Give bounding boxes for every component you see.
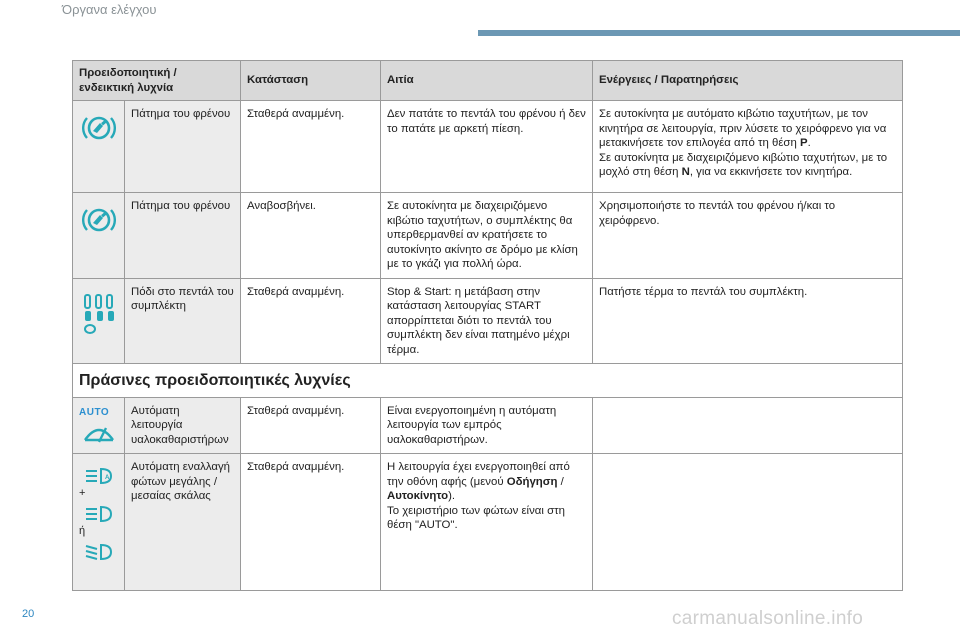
table-row [73,101,903,193]
brake-pedal-warning-icon [82,113,116,143]
light-name: Αυτόματη λειτουργία υαλοκαθαριστήρων [125,397,241,454]
light-name: Πάτημα του φρένου [125,193,241,279]
table-row [73,454,903,591]
column-header: Ενέργειες / Παρατηρήσεις [593,61,903,101]
light-cause: Είναι ενεργοποιημένη η αυτόματη λειτουργία των εμπρός υαλοκαθαριστήρων. [381,397,593,454]
light-action [593,397,903,454]
light-state: Σταθερά αναμμένη. [241,454,381,591]
light-state: Σταθερά αναμμένη. [241,397,381,454]
light-state: Σταθερά αναμμένη. [241,101,381,193]
table-row [73,397,903,454]
column-header: Προειδοποιητική / ενδεικτική λυχνία [73,61,241,101]
page-number: 20 [22,608,35,620]
table-row [73,193,903,279]
light-name: Πόδι στο πεντάλ του συμπλέκτη [125,278,241,364]
or-text: ή [79,525,86,537]
table-row [73,278,903,364]
light-cause: Stop & Start: η μετάβαση στην κατάσταση λειτουργίας START απορρίπτεται διότι το πεντάλ του συμπλέκτη δεν είναι πατημένο μέχρι τέρμα. [381,278,593,364]
watermark: carmanualsonline.info [672,608,864,629]
section-heading: Πράσινες προειδοποιητικές λυχνίες [73,364,903,398]
column-header: Αιτία [381,61,593,101]
auto-wiper-icon [82,422,116,446]
header-bar [478,30,960,36]
light-action [593,454,903,591]
light-state: Σταθερά αναμμένη. [241,278,381,364]
high-beam-icon [83,504,115,524]
light-cause: Δεν πατάτε το πεντάλ του φρένου ή δεν το πατάτε με αρκετή πίεση. [381,101,593,193]
section-title: Όργανα ελέγχου [62,2,157,17]
warning-lights-table [72,60,903,591]
svg-text:A: A [104,475,109,481]
light-action: Πατήστε τέρμα το πεντάλ του συμπλέκτη. [593,278,903,364]
dipped-beam-icon [83,542,115,562]
light-state: Αναβοσβήνει. [241,193,381,279]
plus-sign: + [79,487,86,499]
high-beam-auto-icon [83,466,115,486]
section-heading-row [73,364,903,398]
light-name: Αυτόματη εναλλαγή φώτων μεγάλης / μεσαίας σκάλας [125,454,241,591]
light-cause: Η λειτουργία έχει ενεργοποιηθεί από την οθόνη αφής (μενού Οδήγηση / Αυτοκίνητο). Το χειριστήριο των φώτων είναι στη θέση "AUTO". [381,454,593,591]
light-name: Πάτημα του φρένου [125,101,241,193]
brake-pedal-warning-icon [82,205,116,235]
column-header: Κατάσταση [241,61,381,101]
light-action: Χρησιμοποιήστε το πεντάλ του φρένου ή/και το χειρόφρενο. [593,193,903,279]
auto-label: AUTO [79,406,110,418]
light-cause: Σε αυτοκίνητα με διαχειριζόμενο κιβώτιο ταχυτήτων, ο συμπλέκτης θα υπερθερμανθεί αν κρατήσετε το αυτοκίνητο ακίνητο σε δρόμο με κλίση με το γκάζι για πολλή ώρα. [381,193,593,279]
foot-on-clutch-icon [82,291,116,335]
table-header-row [73,61,903,101]
light-action: Σε αυτοκίνητα με αυτόματο κιβώτιο ταχυτήτων, με τον κινητήρα σε λειτουργία, πριν λύσετε το χειρόφρενο για να μετακινήσετε τον επιλογέα από τη θέση P. Σε αυτοκίνητα με διαχειριζόμενο κιβώτιο ταχυτήτων, με το μοχλό στη θέση N, για να εκκινήσετε τον κινητήρα. [593,101,903,193]
